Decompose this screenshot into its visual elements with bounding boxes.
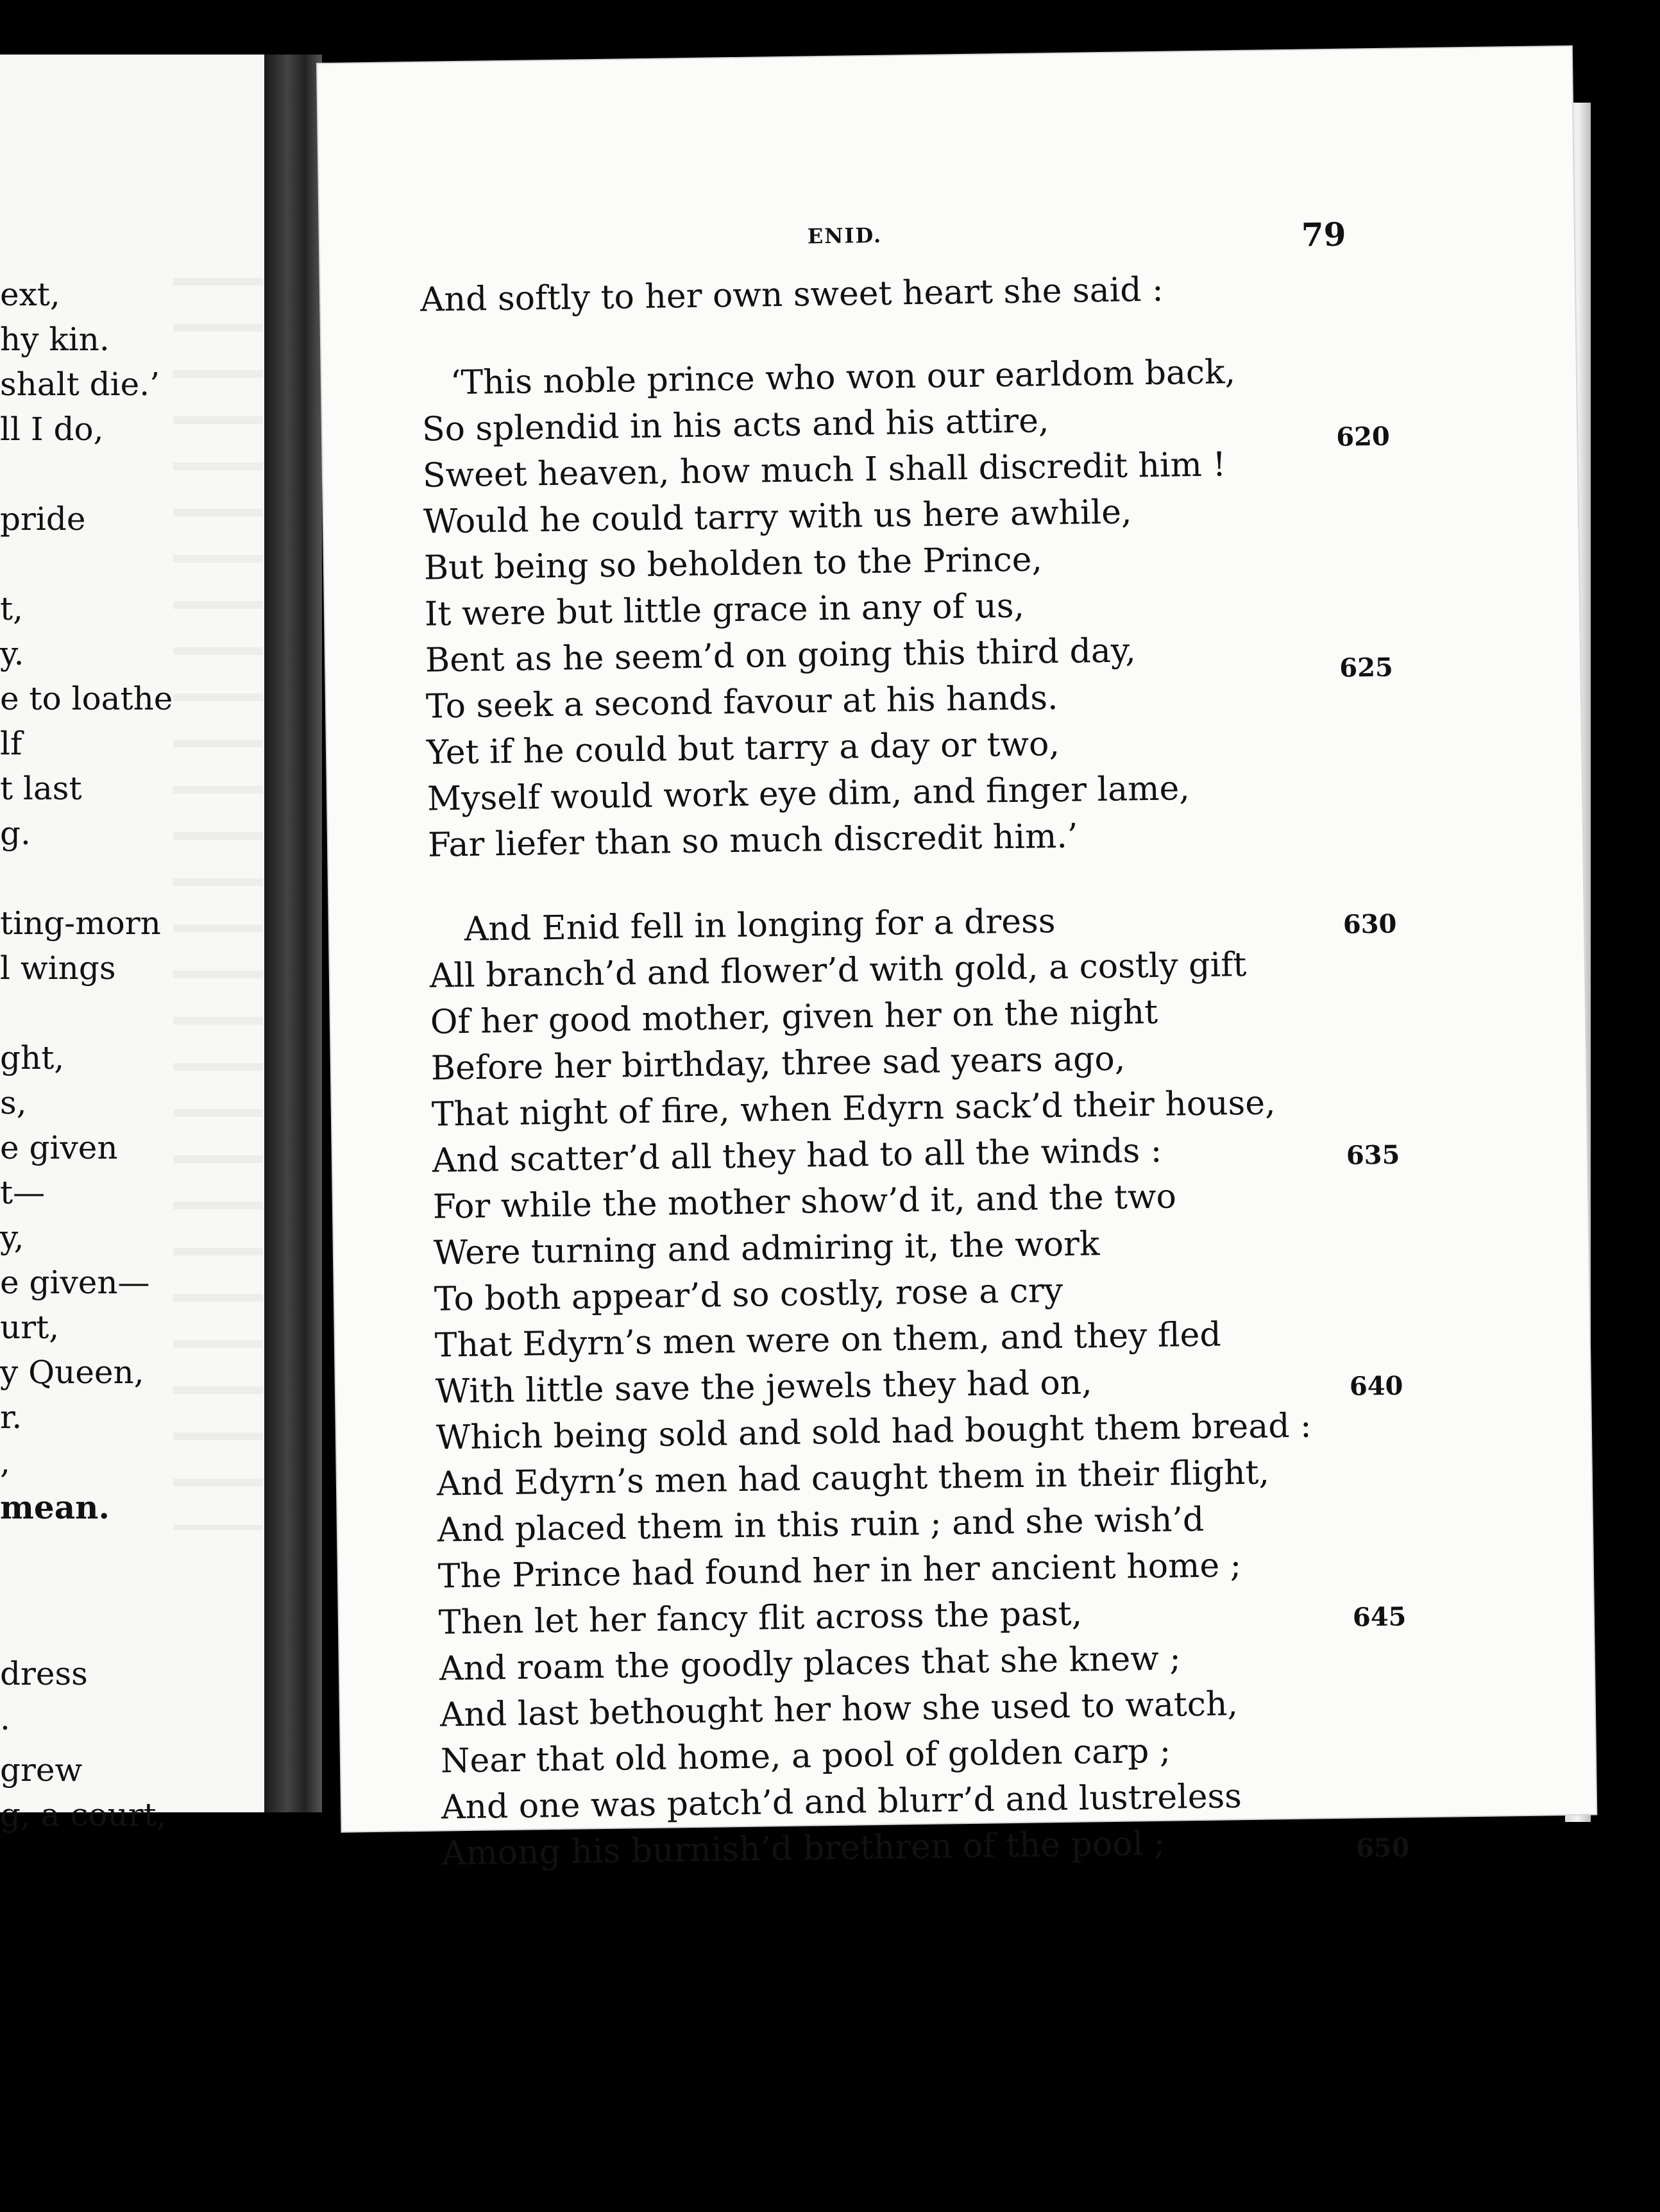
verse-line: Yet if he could but tarry a day or two, — [426, 724, 1060, 772]
left-page-line: l wings — [0, 949, 116, 987]
left-page-line: t last — [0, 770, 82, 807]
left-page-line: t, — [0, 590, 23, 627]
verse-line: Bent as he seem’d on going this third day, — [425, 631, 1137, 680]
verse-line: Of her good mother, given her on the night — [430, 992, 1158, 1042]
left-page-line: s, — [0, 1084, 27, 1121]
verse-line: ‘This noble prince who won our earldom back, — [450, 353, 1236, 403]
left-page-line: hy kin. — [0, 321, 110, 358]
left-page-line: pride — [0, 500, 86, 538]
left-page-line: , — [0, 1443, 10, 1481]
left-page-line: grew — [0, 1751, 83, 1789]
line-number: 650 — [1355, 1832, 1410, 1864]
right-page — [318, 47, 1596, 1873]
verse-line: Sweet heaven, how much I shall discredit him ! — [422, 445, 1226, 495]
verse-line: Among his burnish’d brethren of the pool ; — [441, 1824, 1165, 1873]
verse-line: Then let her fancy flit across the past, — [438, 1594, 1083, 1642]
book-gutter — [264, 55, 322, 1812]
left-page-line: y. — [0, 635, 24, 672]
verse-line: All branch’d and flower’d with gold, a costly gift — [429, 945, 1247, 996]
line-number: 640 — [1349, 1370, 1403, 1402]
left-page-line: mean. — [0, 1488, 110, 1526]
verse-line: That night of fire, when Edyrn sack’d their house, — [431, 1084, 1276, 1134]
left-page-line: e to loathe — [0, 680, 173, 717]
left-page-line: y, — [0, 1219, 24, 1256]
verse-line: Myself would work eye dim, and finger lame, — [427, 769, 1190, 819]
verse-line: It were but little grace in any of us, — [424, 586, 1025, 634]
verse-line: To seek a second favour at his hands. — [425, 678, 1058, 726]
left-page-line: ext, — [0, 276, 60, 313]
show-through-text — [173, 247, 263, 1530]
line-number: 625 — [1339, 652, 1394, 683]
verse-line: The Prince had found her in her ancient home ; — [437, 1546, 1242, 1596]
verse-line: And scatter’d all they had to all the winds : — [432, 1131, 1162, 1180]
verse-line: Before her birthday, three sad years ago, — [430, 1039, 1126, 1088]
running-head: ENID. — [807, 223, 883, 249]
verse-line: With little save the jewels they had on, — [435, 1363, 1093, 1411]
verse-line: And last bethought her how she used to watch, — [439, 1685, 1239, 1735]
left-page-line: urt, — [0, 1309, 60, 1346]
left-page-line: r. — [0, 1399, 22, 1436]
page-number: 79 — [1301, 215, 1346, 254]
line-number: 630 — [1342, 908, 1397, 940]
verse-line: That Edyrn’s men were on them, and they fled — [434, 1315, 1222, 1365]
left-page-line: y Queen, — [0, 1354, 144, 1391]
verse-line: And Enid fell in longing for a dress — [464, 902, 1056, 949]
line-number: 635 — [1346, 1139, 1400, 1171]
left-page-line: ght, — [0, 1039, 65, 1076]
left-page-line: t— — [0, 1174, 46, 1211]
left-page-line: shalt die.’ — [0, 366, 160, 403]
verse-line: To both appear’d so costly, rose a cry — [434, 1271, 1063, 1319]
line-number: 620 — [1335, 421, 1391, 452]
verse-line: Were turning and admiring it, the work — [433, 1225, 1100, 1273]
verse-line: Near that old home, a pool of golden carp ; — [440, 1731, 1171, 1781]
left-page-line: g, a court, — [0, 1796, 167, 1833]
left-page-line: g. — [0, 815, 31, 852]
left-page-line: ting-morn — [0, 905, 161, 942]
left-page-line: . — [0, 1700, 10, 1737]
left-page-line: ll I do, — [0, 411, 104, 448]
left-page-line: dress — [0, 1655, 88, 1692]
verse-line: And placed them in this ruin ; and she wish’d — [437, 1500, 1205, 1550]
left-page-line: e given— — [0, 1264, 150, 1301]
verse-line: Which being sold and sold had bought them bread : — [436, 1406, 1312, 1458]
verse-line: And one was patch’d and blurr’d and lustreless — [441, 1777, 1242, 1827]
verse-line: And softly to her own sweet heart she said : — [419, 270, 1164, 319]
verse-line: But being so beholden to the Prince, — [423, 540, 1043, 588]
verse-line: Far liefer than so much discredit him.’ — [427, 817, 1078, 865]
left-page-line: lf — [0, 725, 22, 762]
verse-line: So splendid in his acts and his attire, — [421, 402, 1049, 449]
verse-line: Would he could tarry with us here awhile, — [423, 493, 1132, 541]
line-number: 645 — [1352, 1601, 1407, 1633]
left-page-line: e given — [0, 1129, 118, 1166]
verse-line: And Edyrn’s men had caught them in their flight, — [436, 1453, 1270, 1504]
verse-line: And roam the goodly places that she knew ; — [439, 1639, 1181, 1689]
left-page — [0, 55, 264, 1833]
verse-line: For while the mother show’d it, and the two — [432, 1177, 1177, 1227]
